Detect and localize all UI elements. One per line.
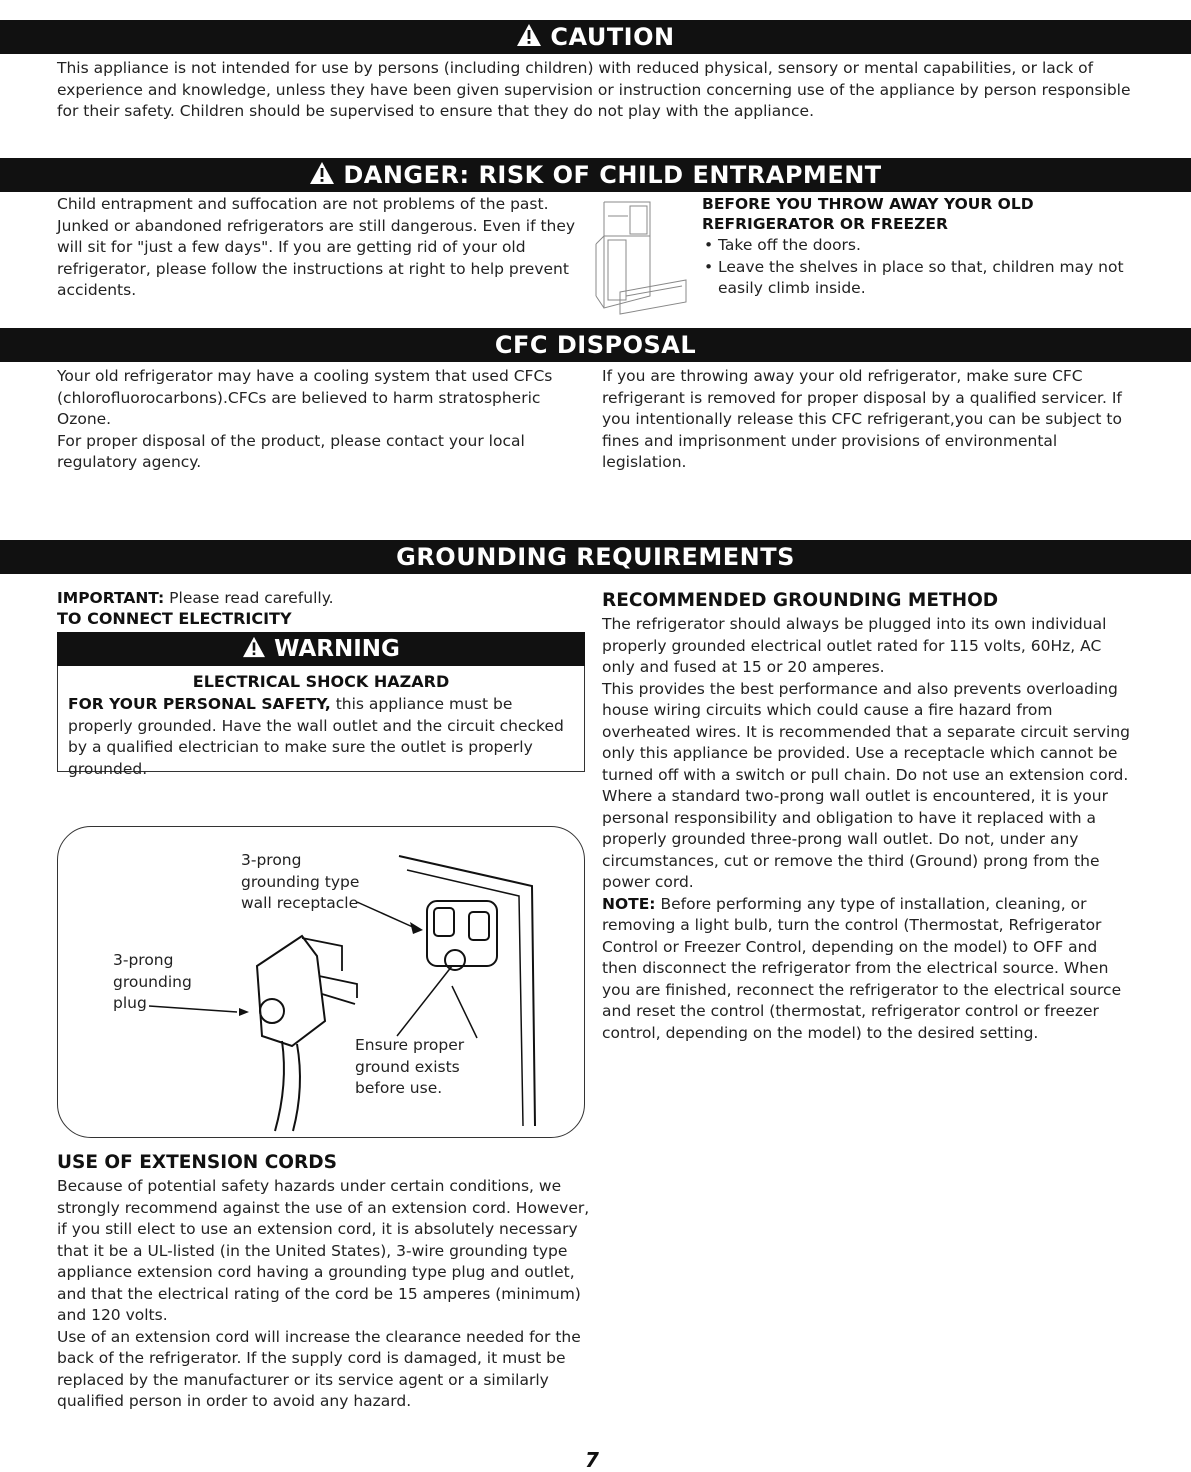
danger-subheading: BEFORE YOU THROW AWAY YOUR OLD REFRIGERATOR OR FREEZER [702,195,1034,233]
important-line [57,588,587,610]
warning-triangle-icon [242,634,266,668]
warning-body [68,694,580,780]
warning-subtitle: ELECTRICAL SHOCK HAZARD [192,672,450,691]
cfc-left-paragraph: Your old refrigerator may have a cooling system that used CFCs (chlorofluorocarbons).CFCs are believed to harm stratospheric Ozone. [57,367,553,428]
cfc-left [57,366,577,474]
important-text: Please read carefully. [164,589,334,607]
warning-triangle-icon [516,23,542,47]
recommended-paragraph: The refrigerator should always be plugged into its own individual properly grounded electrical outlet rated for 115 volts, 60Hz, AC only and fused at 15 or 20 amperes. [602,615,1107,676]
warning-triangle-icon [309,161,335,185]
note-text: Before performing any type of installation, cleaning, or removing a light bulb, turn the control (Thermostat, Refrigerator Control or Freezer Control, depending on the model) to OFF and then disconnect the refrigerator from the electrical source. When you are finished, reconnect the refrigerator to the electrical source and reset the control (thermostat, refrigerator control or freezer control, depending on the model) to the desired setting. [602,894,1122,1042]
refrigerator-illustration [590,196,690,316]
cfc-banner [0,328,1191,362]
danger-body: Child entrapment and suffocation are not problems of the past. Junked or abandoned refrigerators are still dangerous. Even if they will sit for "just a few days". If you are getting rid of your old refrigerator, please follow the instructions at right to help prevent accidents. [57,195,576,299]
extension-body [57,1176,592,1413]
extension-paragraph: Because of potential safety hazards under certain conditions, we strongly recommend against the use of an extension cord. However, if you still elect to use an extension cord, it is absolutely necessary that it be a UL-listed (in the United States), 3-wire grounding type appliance extension cord having a grounding type plug and outlet, and that the electrical rating of the cord be 15 amperes (minimum) and 120 volts. [57,1177,590,1324]
page-number: 7 [585,1448,599,1472]
plug-receptacle-illustration [57,826,585,1138]
important-label: IMPORTANT: [57,589,165,607]
recommended-heading: RECOMMENDED GROUNDING METHOD [602,590,999,611]
list-item: • Leave the shelves in place so that, children may not easily climb inside. [702,257,1152,300]
grounding-title: GROUNDING REQUIREMENTS [396,543,795,571]
receptacle-label: 3-prong grounding type wall receptacle [241,851,360,912]
list-item: • Take off the doors. [702,235,1152,257]
plug-label: 3-prong grounding plug [113,951,192,1012]
danger-banner [0,158,1191,192]
extension-heading: USE OF EXTENSION CORDS [57,1152,337,1173]
danger-title: DANGER: RISK OF CHILD ENTRAPMENT [343,161,882,189]
grounding-banner [0,540,1191,574]
recommended-body [602,614,1137,1044]
caution-body: This appliance is not intended for use by persons (including children) with reduced physical, sensory or mental capabilities, or lack of experience and knowledge, unless they have been given supervision or instruction concerning use of the appliance by person responsible for their safety. Children should be supervised to ensure that they do not play with the appliance. [57,59,1131,120]
recommended-paragraph: This provides the best performance and also prevents overloading house wiring circuits which could cause a fire hazard from overheated wires. It is recommended that a separate circuit serving only this appliance be provided. Use a receptacle which cannot be turned off with a switch or pull chain. Do not use an extension cord. [602,679,1130,784]
cfc-left-paragraph: For proper disposal of the product, please contact your local regulatory agency. [57,431,525,471]
extension-paragraph: Use of an extension cord will increase the clearance needed for the back of the refrigerator. If the supply cord is damaged, it must be replaced by the manufacturer or its service agent or a similarly qualified person in order to avoid any hazard. [57,1327,581,1410]
danger-bullets [702,235,1152,300]
caution-title: CAUTION [550,23,675,51]
danger-right [702,194,1152,300]
ensure-label: Ensure proper ground exists before use. [355,1036,465,1097]
warning-banner [57,632,585,666]
cfc-title: CFC DISPOSAL [494,331,697,359]
caution-banner [0,20,1191,54]
warning-text: this appliance must be properly grounded. Have the wall outlet and the circuit checked by a qualified electrician to make sure the outlet is properly grounded. [68,695,564,778]
recommended-paragraph: Where a standard two-prong wall outlet is encountered, it is your personal responsibility and obligation to have it replaced with a properly grounded three-prong wall outlet. Do not, under any circumstances, cut or remove the third (Ground) prong from the power cord. [602,787,1108,891]
warning-title: WARNING [274,636,400,662]
note-label: NOTE: [602,894,656,913]
note-paragraph [602,894,1137,1045]
cfc-right: If you are throwing away your old refrigerator, make sure CFC refrigerant is removed for proper disposal by a qualified servicer. If you intentionally release this CFC refrigerant,you can be subject to fines and imprisonment under provisions of environmental legislation. [602,367,1122,471]
warning-lead: FOR YOUR PERSONAL SAFETY, [68,695,331,713]
connect-heading: TO CONNECT ELECTRICITY [57,609,292,628]
